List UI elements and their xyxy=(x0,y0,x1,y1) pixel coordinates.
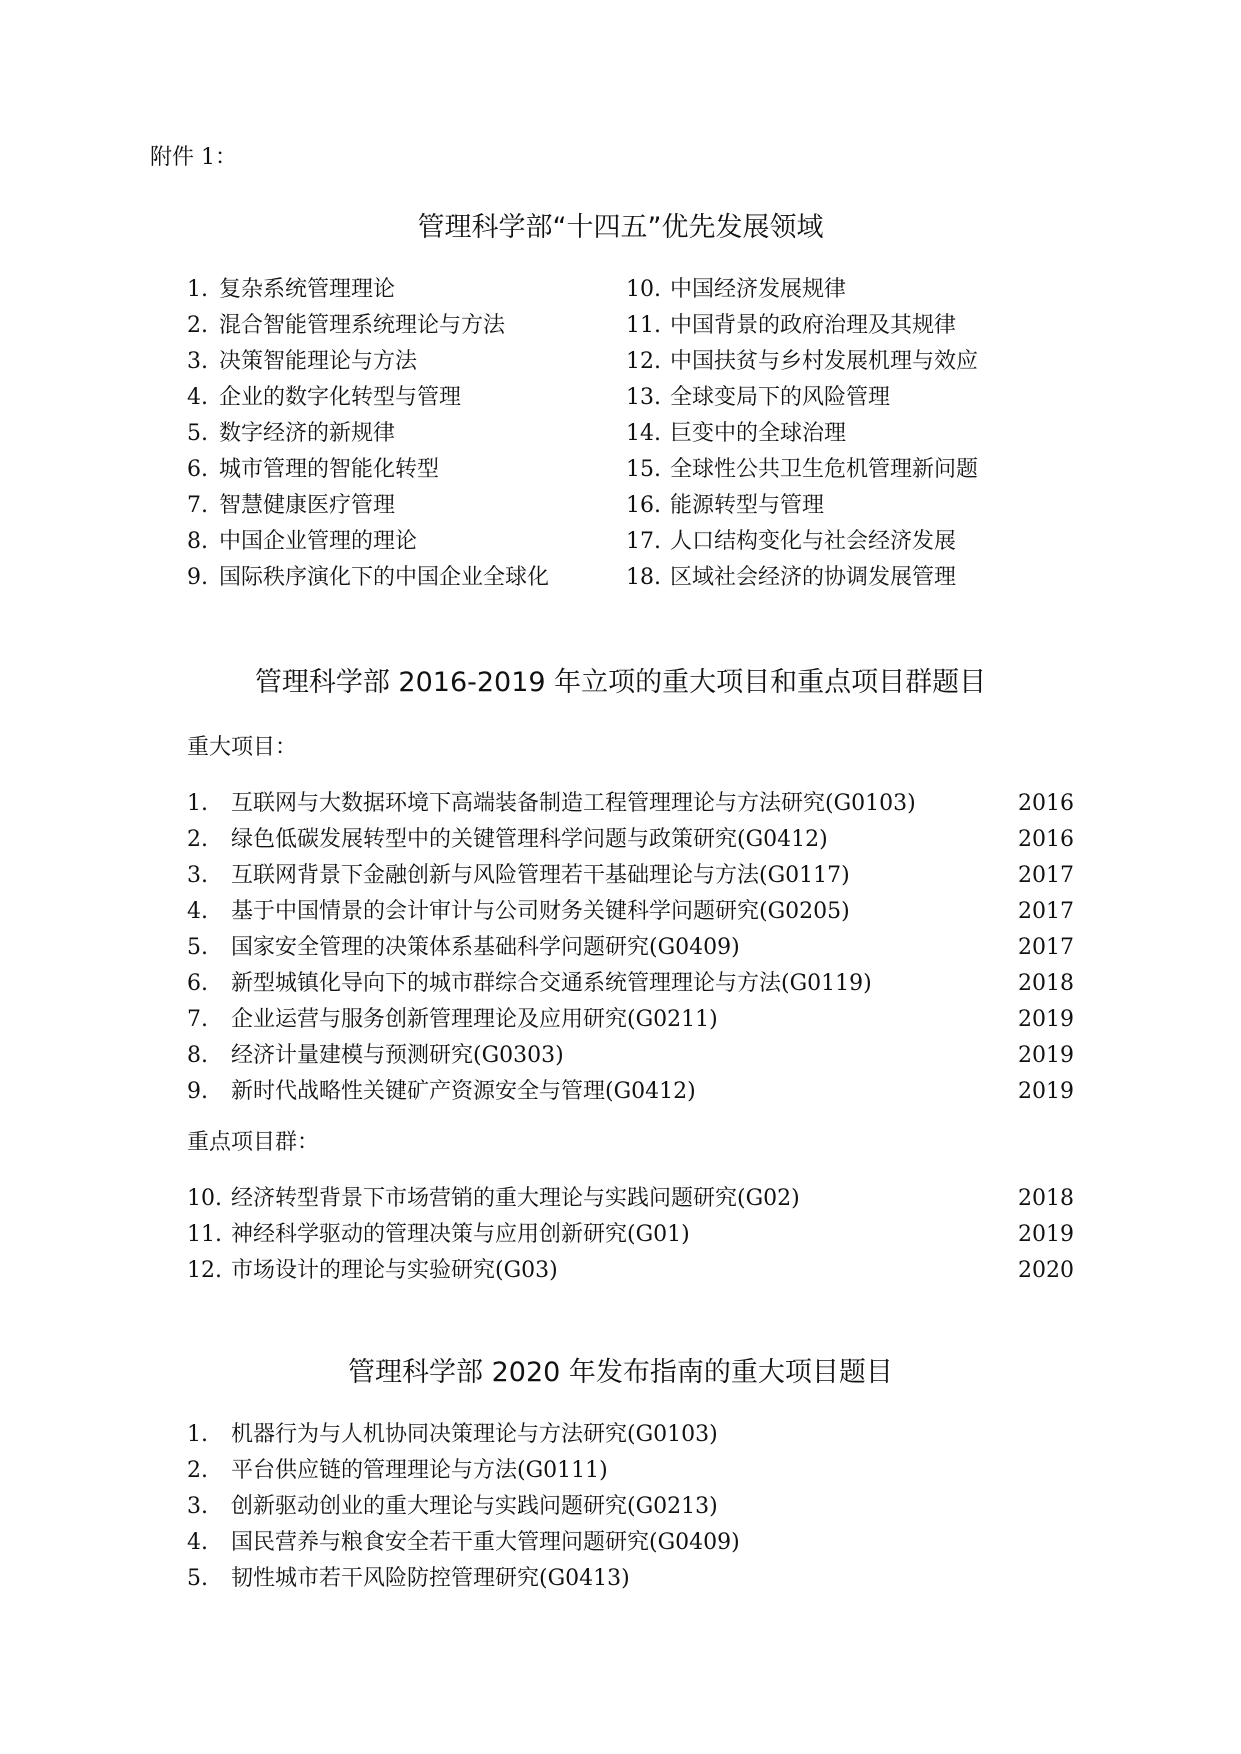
item-text: 全球变局下的风险管理 xyxy=(670,385,891,410)
item-number: 11. xyxy=(626,313,661,338)
priority-area-item xyxy=(187,308,505,344)
item-text: 人口结构变化与社会经济发展 xyxy=(670,529,957,554)
item-number: 6. xyxy=(187,971,208,996)
priority-area-item xyxy=(626,272,846,308)
item-number: 9. xyxy=(187,1079,208,1104)
guide-project-row xyxy=(187,1489,718,1525)
item-number: 10. xyxy=(187,1186,222,1211)
section2-title: 管理科学部 2016-2019 年立项的重大项目和重点项目群题目 xyxy=(254,667,987,698)
item-year: 2019 xyxy=(1018,1079,1074,1104)
item-year: 2018 xyxy=(1018,971,1074,996)
item-year: 2016 xyxy=(1018,827,1074,852)
priority-area-item xyxy=(626,488,824,524)
major-project-row xyxy=(187,966,872,1002)
item-number: 11. xyxy=(187,1222,222,1247)
priority-area-item xyxy=(626,452,978,488)
item-number: 18. xyxy=(626,565,661,590)
item-text: 国际秩序演化下的中国企业全球化 xyxy=(219,565,550,590)
priority-area-item xyxy=(187,272,395,308)
major-project-row xyxy=(187,894,850,930)
item-number: 5. xyxy=(187,1566,208,1591)
item-text: 互联网与大数据环境下高端装备制造工程管理理论与方法研究(G0103) xyxy=(231,791,916,816)
item-text: 平台供应链的管理理论与方法(G0111) xyxy=(231,1458,608,1483)
item-year: 2020 xyxy=(1018,1258,1074,1283)
item-text: 智慧健康医疗管理 xyxy=(219,493,396,518)
priority-area-item xyxy=(626,524,956,560)
guide-project-row xyxy=(187,1417,718,1453)
attachment-label: 附件 1： xyxy=(150,145,237,170)
item-text: 混合智能管理系统理论与方法 xyxy=(219,313,506,338)
key-project-group-row xyxy=(187,1217,690,1253)
item-text: 企业运营与服务创新管理理论及应用研究(G0211) xyxy=(231,1007,718,1032)
item-text: 能源转型与管理 xyxy=(670,493,825,518)
item-number: 14. xyxy=(626,421,661,446)
item-text: 神经科学驱动的管理决策与应用创新研究(G01) xyxy=(231,1222,690,1247)
item-number: 7. xyxy=(187,1007,208,1032)
item-number: 16. xyxy=(626,493,661,518)
priority-area-item xyxy=(626,560,956,596)
major-project-row xyxy=(187,858,850,894)
item-number: 6. xyxy=(187,457,208,482)
item-number: 3. xyxy=(187,1494,208,1519)
item-text: 国民营养与粮食安全若干重大管理问题研究(G0409) xyxy=(231,1530,740,1555)
major-project-row xyxy=(187,1038,564,1074)
item-number: 2. xyxy=(187,313,208,338)
item-number: 5. xyxy=(187,421,208,446)
item-year: 2019 xyxy=(1018,1222,1074,1247)
item-text: 中国企业管理的理论 xyxy=(219,529,418,554)
priority-area-item xyxy=(187,452,439,488)
item-text: 区域社会经济的协调发展管理 xyxy=(670,565,957,590)
item-number: 17. xyxy=(626,529,661,554)
item-text: 互联网背景下金融创新与风险管理若干基础理论与方法(G0117) xyxy=(231,863,850,888)
item-number: 12. xyxy=(187,1258,222,1283)
item-number: 1. xyxy=(187,1422,208,1447)
priority-area-item xyxy=(187,524,417,560)
item-text: 机器行为与人机协同决策理论与方法研究(G0103) xyxy=(231,1422,718,1447)
priority-area-item xyxy=(626,416,846,452)
item-number: 3. xyxy=(187,863,208,888)
item-text: 韧性城市若干风险防控管理研究(G0413) xyxy=(231,1566,630,1591)
item-number: 1. xyxy=(187,277,208,302)
item-number: 1. xyxy=(187,791,208,816)
item-number: 8. xyxy=(187,529,208,554)
item-text: 企业的数字化转型与管理 xyxy=(219,385,462,410)
item-year: 2019 xyxy=(1018,1043,1074,1068)
item-text: 城市管理的智能化转型 xyxy=(219,457,440,482)
item-year: 2017 xyxy=(1018,935,1074,960)
item-text: 绿色低碳发展转型中的关键管理科学问题与政策研究(G0412) xyxy=(231,827,828,852)
major-project-row xyxy=(187,822,828,858)
item-text: 新型城镇化导向下的城市群综合交通系统管理理论与方法(G0119) xyxy=(231,971,872,996)
priority-area-item xyxy=(187,560,549,596)
guide-project-row xyxy=(187,1561,630,1597)
guide-project-row xyxy=(187,1453,608,1489)
item-text: 创新驱动创业的重大理论与实践问题研究(G0213) xyxy=(231,1494,718,1519)
item-year: 2018 xyxy=(1018,1186,1074,1211)
item-number: 4. xyxy=(187,385,208,410)
key-project-groups-label: 重点项目群： xyxy=(187,1130,320,1155)
item-text: 巨变中的全球治理 xyxy=(670,421,847,446)
item-text: 经济计量建模与预测研究(G0303) xyxy=(231,1043,564,1068)
item-number: 5. xyxy=(187,935,208,960)
key-project-group-row xyxy=(187,1181,800,1217)
item-number: 7. xyxy=(187,493,208,518)
key-project-group-row xyxy=(187,1253,558,1289)
major-projects-label: 重大项目： xyxy=(187,735,298,760)
item-text: 数字经济的新规律 xyxy=(219,421,396,446)
item-text: 基于中国情景的会计审计与公司财务关键科学问题研究(G0205) xyxy=(231,899,850,924)
item-text: 全球性公共卫生危机管理新问题 xyxy=(670,457,979,482)
guide-project-row xyxy=(187,1525,740,1561)
major-project-row xyxy=(187,786,916,822)
priority-area-item xyxy=(187,488,395,524)
item-text: 中国背景的政府治理及其规律 xyxy=(670,313,957,338)
item-text: 市场设计的理论与实验研究(G03) xyxy=(231,1258,558,1283)
item-year: 2017 xyxy=(1018,899,1074,924)
item-number: 13. xyxy=(626,385,661,410)
item-text: 中国扶贫与乡村发展机理与效应 xyxy=(670,349,979,374)
priority-area-item xyxy=(626,344,978,380)
section1-title: 管理科学部“十四五”优先发展领域 xyxy=(417,212,824,243)
item-year: 2019 xyxy=(1018,1007,1074,1032)
priority-area-item xyxy=(187,380,461,416)
item-text: 决策智能理论与方法 xyxy=(219,349,418,374)
item-text: 新时代战略性关键矿产资源安全与管理(G0412) xyxy=(231,1079,696,1104)
major-project-row xyxy=(187,1002,718,1038)
priority-area-item xyxy=(626,380,890,416)
item-number: 12. xyxy=(626,349,661,374)
item-number: 2. xyxy=(187,827,208,852)
item-number: 8. xyxy=(187,1043,208,1068)
item-number: 3. xyxy=(187,349,208,374)
major-project-row xyxy=(187,1074,696,1110)
item-number: 2. xyxy=(187,1458,208,1483)
item-number: 15. xyxy=(626,457,661,482)
priority-area-item xyxy=(626,308,956,344)
priority-area-item xyxy=(187,344,417,380)
item-text: 国家安全管理的决策体系基础科学问题研究(G0409) xyxy=(231,935,740,960)
item-number: 9. xyxy=(187,565,208,590)
item-year: 2017 xyxy=(1018,863,1074,888)
item-number: 4. xyxy=(187,1530,208,1555)
item-year: 2016 xyxy=(1018,791,1074,816)
major-project-row xyxy=(187,930,740,966)
item-text: 经济转型背景下市场营销的重大理论与实践问题研究(G02) xyxy=(231,1186,800,1211)
item-text: 中国经济发展规律 xyxy=(670,277,847,302)
priority-area-item xyxy=(187,416,395,452)
section3-title: 管理科学部 2020 年发布指南的重大项目题目 xyxy=(348,1357,893,1388)
item-number: 4. xyxy=(187,899,208,924)
item-number: 10. xyxy=(626,277,661,302)
item-text: 复杂系统管理理论 xyxy=(219,277,396,302)
